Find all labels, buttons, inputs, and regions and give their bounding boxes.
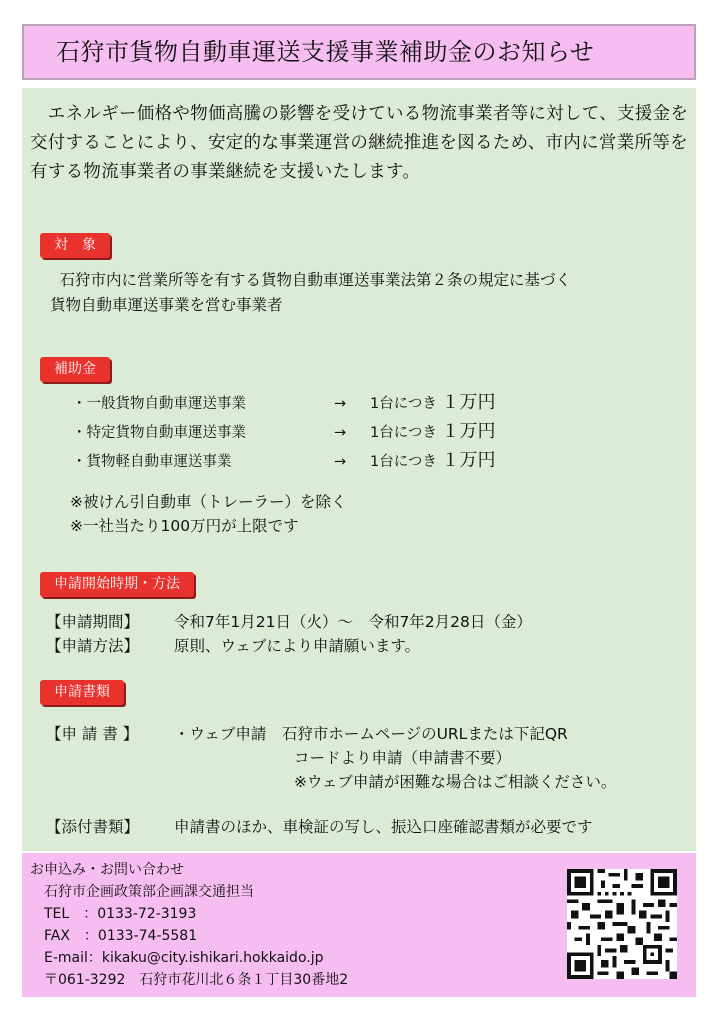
subsidy-item-per: 1台につき xyxy=(370,425,437,441)
main-content xyxy=(22,88,696,851)
contact-tel: TEL ：0133-72-3193 xyxy=(44,906,197,922)
subsidy-item xyxy=(72,417,496,443)
subsidy-item-name: ・特定貨物自動車運送事業 xyxy=(72,425,246,441)
subsidy-item xyxy=(72,446,496,472)
subsidy-item-per: 1台につき xyxy=(370,396,437,412)
arrow-icon: → xyxy=(334,454,347,470)
subsidy-item-amount: １万円 xyxy=(441,450,496,471)
subsidy-tag: 補助金 xyxy=(40,357,110,382)
form-line-1: ・ウェブ申請 石狩市ホームページのURLまたは下記QR xyxy=(174,725,568,743)
intro-paragraph: エネルギー価格や物価高騰の影響を受けている物流事業者等に対して、支援金を交付することにより、安定的な事業運営の継続推進を図るため、市内に営業所等を有する物流事業者の事業継続を支援いたします。 xyxy=(30,104,689,182)
attach-value: 申請書のほか、車検証の写し、振込口座確認書類が必要です xyxy=(174,818,593,836)
contact-email[interactable]: E-mail：kikaku@city.ishikari.hokkaido.jp xyxy=(44,950,324,966)
page-title: 石狩市貨物自動車運送支援事業補助金のお知らせ xyxy=(56,38,595,66)
contact-footer xyxy=(22,853,696,997)
arrow-icon: → xyxy=(334,425,347,441)
documents-tag: 申請書類 xyxy=(40,680,124,705)
application-tag: 申請開始時期・方法 xyxy=(40,572,194,597)
target-line-1: 石狩市内に営業所等を有する貨物自動車運送事業法第２条の規定に基づく xyxy=(44,271,572,289)
target-line-2: 貨物自動車運送事業を営む事業者 xyxy=(50,296,283,314)
subsidy-item-per: 1台につき xyxy=(370,454,437,470)
contact-address: 〒061-3292 石狩市花川北６条１丁目30番地2 xyxy=(44,972,349,988)
subsidy-note-2: ※一社当たり100万円が上限です xyxy=(70,517,299,535)
subsidy-item-amount: １万円 xyxy=(441,421,496,442)
attach-label: 【添付書類】 xyxy=(46,818,140,836)
subsidy-item-name: ・一般貨物自動車運送事業 xyxy=(72,396,246,412)
form-label: 【申 請 書 】 xyxy=(46,725,139,743)
contact-fax: FAX ：0133-74-5581 xyxy=(44,928,198,944)
form-line-2: コードより申請（申請書不要） xyxy=(294,749,512,767)
contact-dept: 石狩市企画政策部企画課交通担当 xyxy=(44,884,254,900)
target-tag: 対 象 xyxy=(40,233,110,258)
form-line-3: ※ウェブ申請が困難な場合はご相談ください。 xyxy=(294,773,617,791)
subsidy-item-amount: １万円 xyxy=(441,392,496,413)
method-value: 原則、ウェブにより申請願います。 xyxy=(174,637,421,655)
subsidy-item xyxy=(72,388,496,414)
method-label: 【申請方法】 xyxy=(46,637,140,655)
period-label: 【申請期間】 xyxy=(46,613,140,631)
qr-code-icon[interactable] xyxy=(567,869,677,979)
contact-heading: お申込み・お問い合わせ xyxy=(30,862,184,878)
subsidy-item-name: ・貨物軽自動車運送事業 xyxy=(72,454,232,470)
title-banner xyxy=(22,24,696,80)
period-value: 令和7年1月21日（火）～ 令和7年2月28日（金） xyxy=(174,613,532,631)
arrow-icon: → xyxy=(334,396,347,412)
subsidy-note-1: ※被けん引自動車（トレーラー）を除く xyxy=(70,493,347,511)
